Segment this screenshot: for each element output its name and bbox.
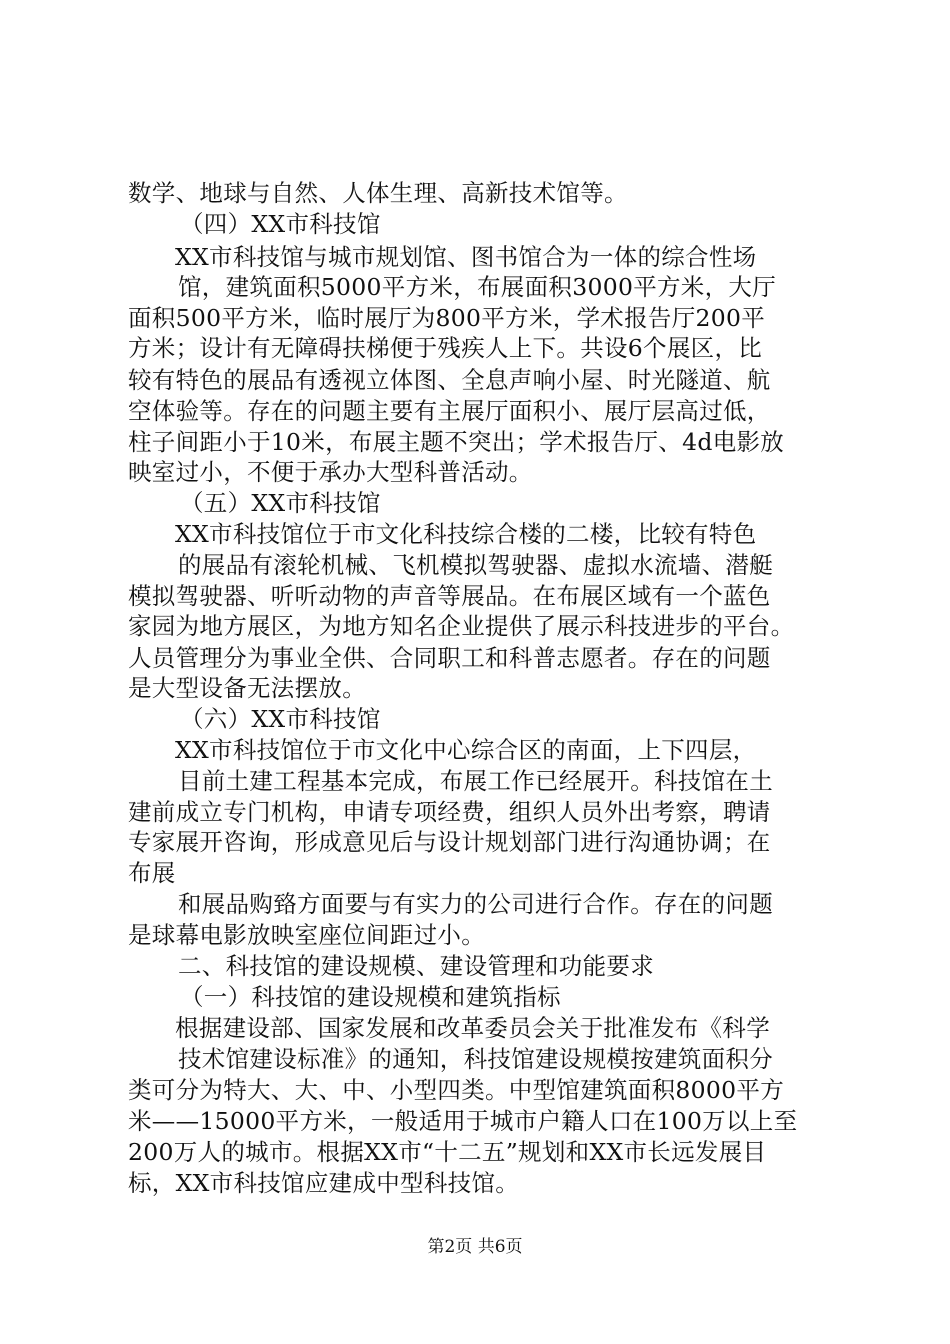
text-line: 人员管理分为事业全供、合同职工和科普志愿者。存在的问题 bbox=[128, 644, 771, 672]
section-heading: （五）XX市科技馆 bbox=[180, 489, 381, 517]
text-line: XX市科技馆与城市规划馆、图书馆合为一体的综合性场 bbox=[175, 243, 757, 271]
text-line: 数学、地球与自然、人体生理、高新技术馆等。 bbox=[128, 179, 628, 207]
text-line: 和展品购臵方面要与有实力的公司进行合作。存在的问题 bbox=[178, 890, 773, 918]
text-line: 技术馆建设标准》的通知，科技馆建设规模按建筑面积分 bbox=[178, 1045, 773, 1073]
text-line: 模拟驾驶器、听听动物的声音等展品。在布展区域有一个蓝色 bbox=[128, 582, 771, 610]
text-line: 家园为地方展区，为地方知名企业提供了展示科技进步的平台。 bbox=[128, 612, 795, 640]
text-line: 米——15000平方米，一般适用于城市户籍人口在100万以上至 bbox=[128, 1107, 798, 1135]
subsection-heading: （一）科技馆的建设规模和建筑指标 bbox=[180, 983, 561, 1011]
text-line: 类可分为特大、大、中、小型四类。中型馆建筑面积8000平方 bbox=[128, 1076, 785, 1104]
section-heading: 二、科技馆的建设规模、建设管理和功能要求 bbox=[178, 952, 654, 980]
section-heading: （六）XX市科技馆 bbox=[180, 705, 381, 733]
text-line: 馆，建筑面积5000平方米，布展面积3000平方米，大厅 bbox=[178, 273, 777, 301]
text-line: 柱子间距小于10米，布展主题不突出；学术报告厅、4d电影放 bbox=[128, 428, 785, 456]
text-line: 方米；设计有无障碍扶梯便于残疾人上下。共设6个展区，比 bbox=[128, 334, 763, 362]
text-line: 较有特色的展品有透视立体图、全息声响小屋、时光隧道、航 bbox=[128, 366, 771, 394]
text-line: 的展品有滚轮机械、飞机模拟驾驶器、虚拟水流墙、潜艇 bbox=[178, 551, 773, 579]
text-line: 是大型设备无法摆放。 bbox=[128, 674, 366, 702]
text-line: 建前成立专门机构，申请专项经费，组织人员外出考察，聘请 bbox=[128, 798, 771, 826]
text-line: XX市科技馆位于市文化中心综合区的南面，上下四层， bbox=[175, 736, 757, 764]
text-line: 映室过小，不便于承办大型科普活动。 bbox=[128, 458, 533, 486]
text-line: 空体验等。存在的问题主要有主展厅面积小、展厅层高过低， bbox=[128, 397, 771, 425]
text-line: 面积500平方米，临时展厅为800平方米，学术报告厅200平 bbox=[128, 304, 766, 332]
section-heading: （四）XX市科技馆 bbox=[180, 210, 381, 238]
text-line: 标，XX市科技馆应建成中型科技馆。 bbox=[128, 1169, 520, 1197]
text-line: 是球幕电影放映室座位间距过小。 bbox=[128, 921, 485, 949]
text-line: XX市科技馆位于市文化科技综合楼的二楼，比较有特色 bbox=[175, 520, 757, 548]
text-line: 专家展开咨询，形成意见后与设计规划部门进行沟通协调；在 bbox=[128, 828, 771, 856]
page-footer: 第2页 共6页 bbox=[427, 1237, 523, 1257]
text-line: 布展 bbox=[128, 859, 176, 887]
text-line: 目前土建工程基本完成，布展工作已经展开。科技馆在土 bbox=[178, 767, 773, 795]
text-line: 根据建设部、国家发展和改革委员会关于批准发布《科学 bbox=[175, 1014, 770, 1042]
text-line: 200万人的城市。根据XX市“十二五”规划和XX市长远发展目 bbox=[128, 1138, 767, 1166]
